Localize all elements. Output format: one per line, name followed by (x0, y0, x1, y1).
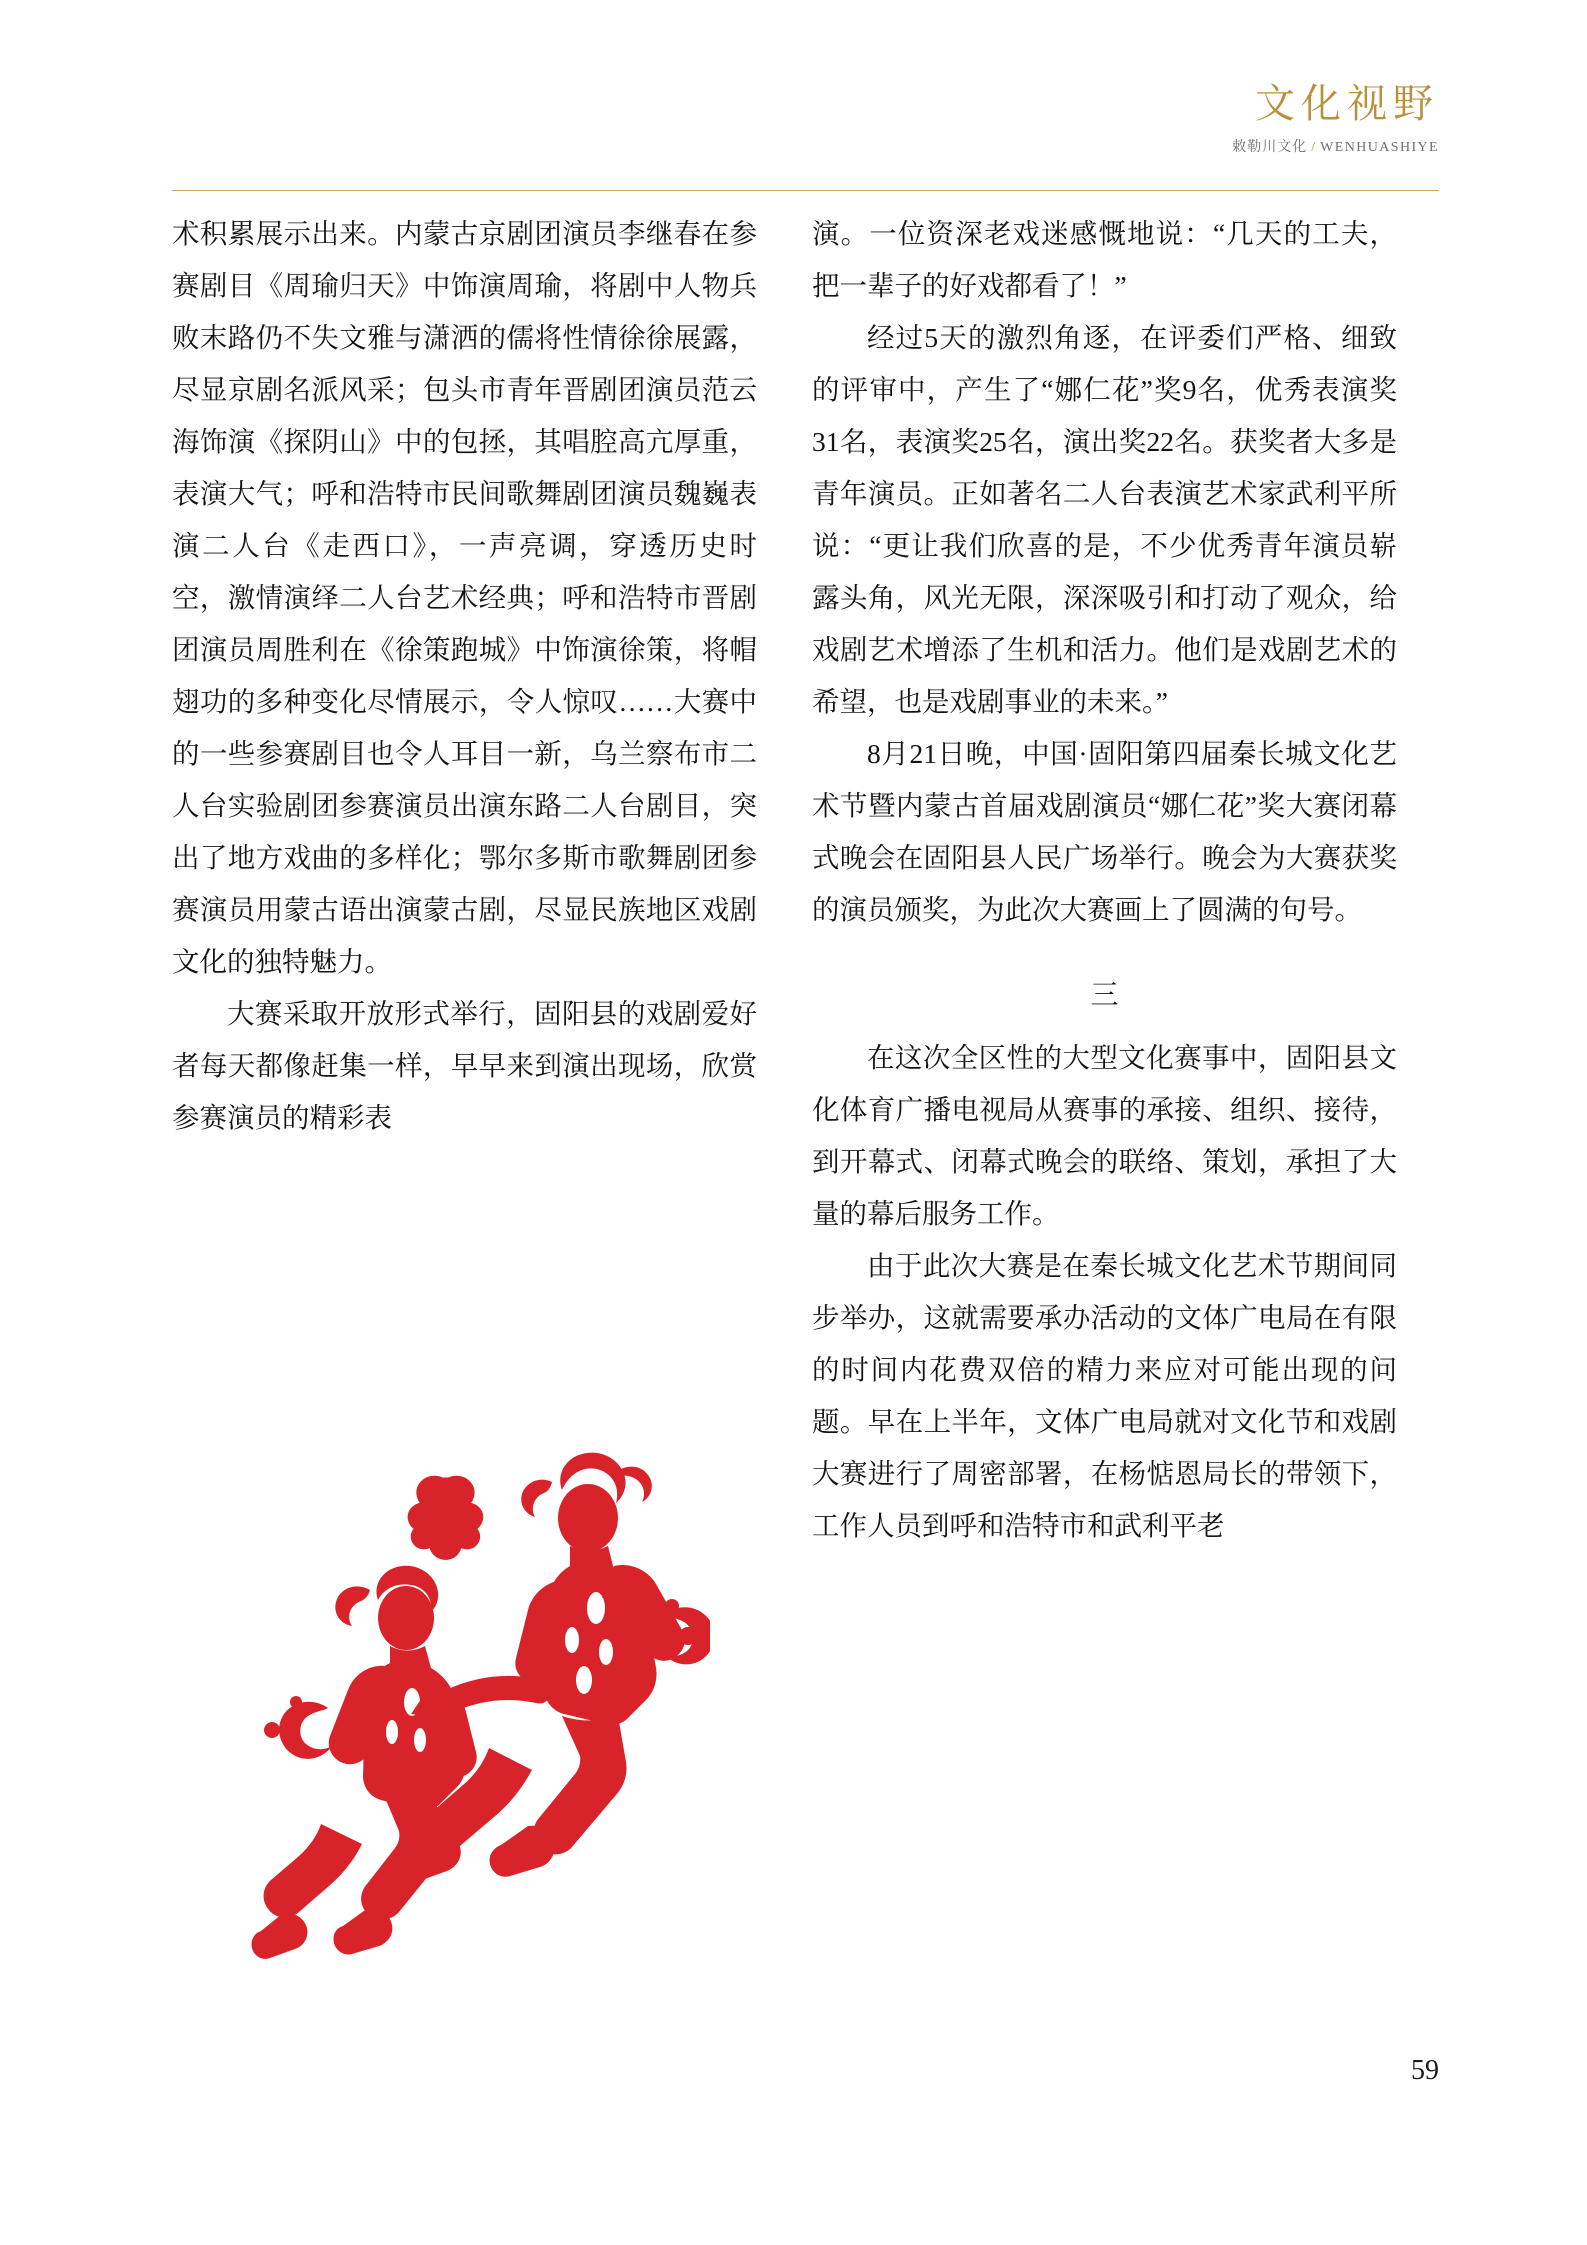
page-header (1039, 82, 1439, 156)
paragraph: 大赛采取开放形式举行，固阳县的戏剧爱好者每天都像赶集一样，早早来到演出现场，欣赏参赛演员的精彩表 (172, 998, 757, 1133)
left-column (172, 208, 757, 1144)
page-number: 59 (1411, 2055, 1439, 2086)
papercut-dancers-illustration (210, 1440, 710, 1960)
paragraph: 8月21日晚，中国·固阳第四届秦长城文化艺术节暨内蒙古首届戏剧演员“娜仁花”奖大赛闭幕式晚会在固阳县人民广场举行。晚会为大赛获奖的演员颁奖，为此次大赛画上了圆满的句号。 (812, 738, 1397, 925)
header-subtitle (1039, 136, 1439, 156)
header-subtitle-cn: 敕勒川文化 (1232, 140, 1308, 155)
section-number: 三 (1090, 980, 1119, 1011)
header-divider (172, 190, 1439, 191)
header-subtitle-en: WENHUASHIYE (1320, 140, 1439, 155)
header-subtitle-slash: / (1311, 140, 1317, 155)
paragraph: 演。一位资深老戏迷感慨地说：“几天的工夫，把一辈子的好戏都看了！” (812, 218, 1397, 301)
header-title: 文化视野 (1255, 81, 1439, 126)
paragraph: 术积累展示出来。内蒙古京剧团演员李继春在参赛剧目《周瑜归天》中饰演周瑜，将剧中人物兵败末路仍不失文雅与潇洒的儒将性情徐徐展露，尽显京剧名派风采；包头市青年晋剧团演员范云海饰演《探阴山》中的包拯，其唱腔高亢厚重，表演大气；呼和浩特市民间歌舞剧团演员魏巍表演二人台《走西口》，一声亮调，穿透历史时空，激情演绎二人台艺术经典；呼和浩特市晋剧团演员周胜利在《徐策跑城》中饰演徐策，将帽翅功的多种变化尽情展示，令人惊叹……大赛中的一些参赛剧目也令人耳目一新，乌兰察布市二人台实验剧团参赛演员出演东路二人台剧目，突出了地方戏曲的多样化；鄂尔多斯市歌舞剧团参赛演员用蒙古语出演蒙古剧，尽显民族地区戏剧文化的独特魅力。 (172, 218, 757, 977)
paragraph: 经过5天的激烈角逐，在评委们严格、细致的评审中，产生了“娜仁花”奖9名，优秀表演奖31名，表演奖25名，演出奖22名。获奖者大多是青年演员。正如著名二人台表演艺术家武利平所说：“更让我们欣喜的是，不少优秀青年演员崭露头角，风光无限，深深吸引和打动了观众，给戏剧艺术增添了生机和活力。他们是戏剧艺术的希望，也是戏剧事业的未来。” (812, 322, 1397, 717)
right-column (812, 208, 1397, 1552)
paragraph: 由于此次大赛是在秦长城文化艺术节期间同步举办，这就需要承办活动的文体广电局在有限的时间内花费双倍的精力来应对可能出现的问题。早在上半年，文体广电局就对文化节和戏剧大赛进行了周密部署，在杨惦恩局长的带领下，工作人员到呼和浩特市和武利平老 (812, 1250, 1397, 1541)
paragraph: 在这次全区性的大型文化赛事中，固阳县文化体育广播电视局从赛事的承接、组织、接待，到开幕式、闭幕式晚会的联络、策划，承担了大量的幕后服务工作。 (812, 1042, 1397, 1229)
